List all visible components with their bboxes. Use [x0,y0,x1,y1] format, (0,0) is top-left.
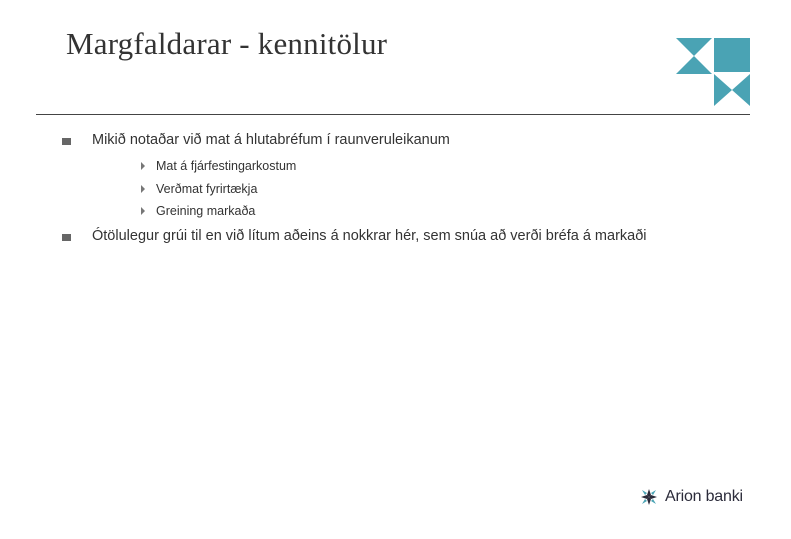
bullet-square-icon [62,234,71,241]
sub-bullet-text: Greining markaða [156,204,256,218]
bullet-square-icon [62,138,71,145]
sub-bullet-text: Verðmat fyrirtækja [156,182,258,196]
slide-title: Margfaldarar - kennitölur [66,26,388,61]
brand-name: Arion banki [665,488,743,505]
bullet-text: Mikið notaðar við mat á hlutabréfum í raunveruleikanum [92,132,450,148]
corner-logo-icon [674,36,752,108]
title-divider [36,114,750,115]
sub-bullet-arrow-icon [140,207,146,215]
bullet-text: Ótölulegur grúi til en við lítum aðeins á nokkrar hér, sem snúa að verði bréfa á markaði [92,228,647,244]
brand-logo [638,486,743,508]
sub-bullet-text: Mat á fjárfestingarkostum [156,159,297,173]
sub-bullet-arrow-icon [140,162,146,170]
arion-star-icon [638,486,660,508]
sub-bullet-arrow-icon [140,185,146,193]
